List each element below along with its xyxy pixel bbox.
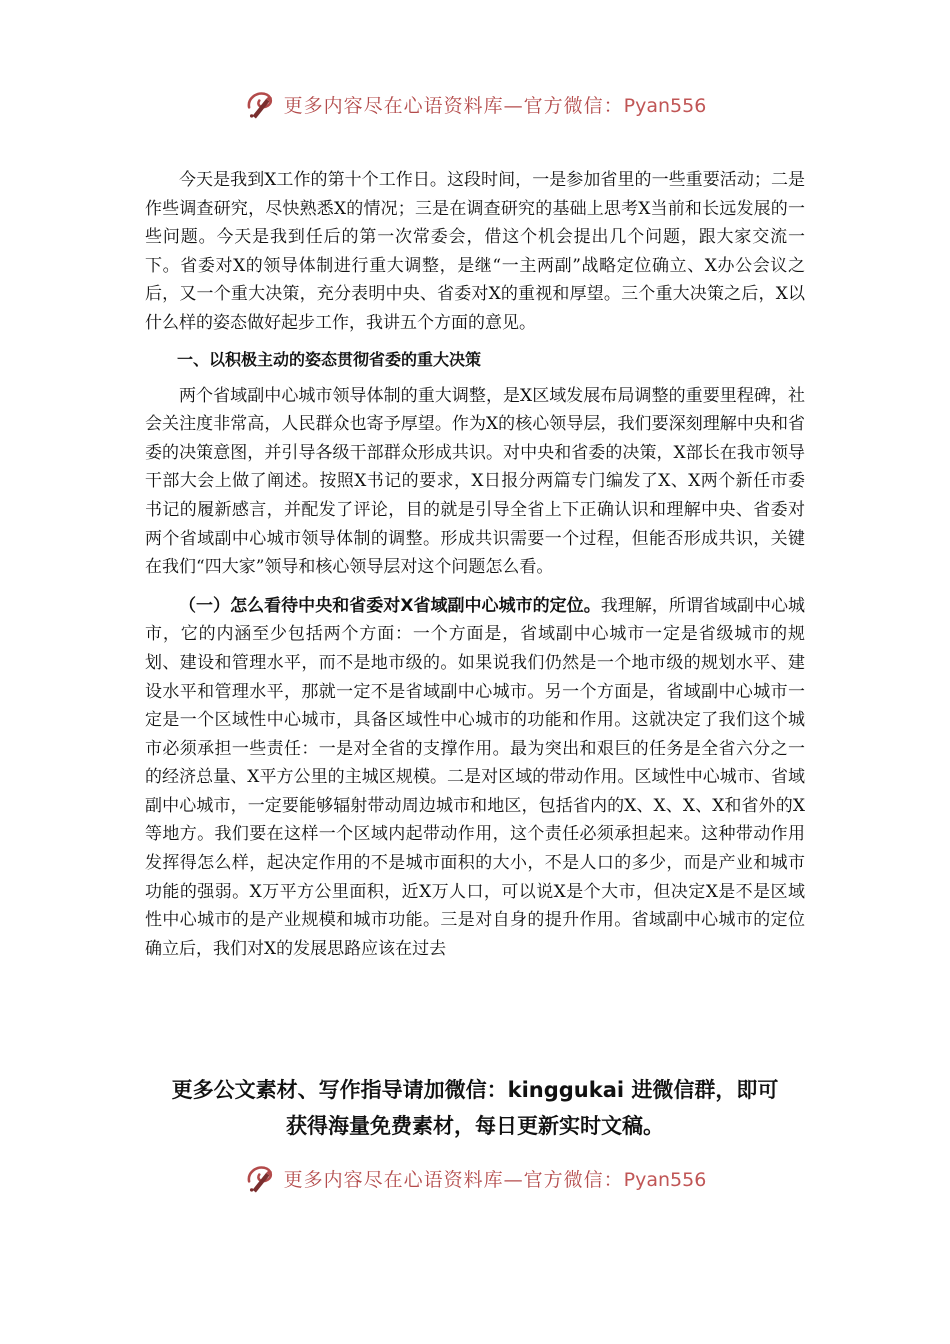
- promo-line-1: 更多公文素材、写作指导请加微信：kinggukai 进微信群，即可: [171, 1078, 779, 1102]
- section-1-paragraph: 两个省域副中心城市领导体制的重大调整，是X区域发展布局调整的重要里程碑，社会关注度非常高，人民群众也寄予厚望。作为X的核心领导层，我们要深刻理解中央和省委的决策意图，并引导各级干部群众形成共识。对中央和省委的决策，X部长在我市领导干部大会上做了阐述。按照X书记的要求，X日报分两篇专门编发了X、X两个新任市委书记的履新感言，并配发了评论，目的就是引导全省上下正确认识和理解中央、省委对两个省域副中心城市领导体制的调整。形成共识需要一个过程，但能否形成共识，关键在我们“四大家”领导和核心领导层对这个问题怎么看。: [145, 385, 805, 578]
- header-wechat-id: Pyan556: [623, 94, 707, 117]
- intro-paragraph: 今天是我到X工作的第十个工作日。这段时间，一是参加省里的一些重要活动；二是作些调查研究，尽快熟悉X的情况；三是在调查研究的基础上思考X当前和长远发展的一些问题。今天是我到任后的第一次常委会，借这个机会提出几个问题，跟大家交流一下。省委对X的领导体制进行重大调整，是继“一主两副”战略定位确立、X办公会议之后，又一个重大决策，充分表明中央、省委对X的重视和厚望。三个重大决策之后，X以什么样的姿态做好起步工作，我讲五个方面的意见。: [145, 170, 805, 333]
- promo-line-2: 获得海量免费素材，每日更新实时文稿。: [286, 1114, 664, 1138]
- section-1-heading: 一、以积极主动的姿态贯彻省委的重大决策: [177, 349, 482, 369]
- subsection-1-text: 我理解，所谓省域副中心城市，它的内涵至少包括两个方面：一个方面是，省域副中心城市一定是省级城市的规划、建设和管理水平，而不是地市级的。如果说我们仍然是一个地市级的规划水平、建设水平和管理水平，那就一定不是省域副中心城市。另一个方面是，省域副中心城市一定是一个区域性中心城市，具备区域性中心城市的功能和作用。这就决定了我们这个城市必须承担一些责任：一是对全省的支撑作用。最为突出和艰巨的任务是全省六分之一的经济总量、X平方公里的主城区规模。二是对区域的带动作用。区域性中心城市、省域副中心城市，一定要能够辐射带动周边城市和地区，包括省内的X、X、X、X和省外的X等地方。我们要在这样一个区域内起带动作用，这个责任必须承担起来。这种带动作用发挥得怎么样，起决定作用的不是城市面积的大小，不是人口的多少，而是产业和城市功能的强弱。X万平方公里面积，近X万人口，可以说X是个大市，但决定X是不是区域性中心城市的是产业规模和城市功能。三是对自身的提升作用。省域副中心城市的定位确立后，我们对X的发展思路应该在过去: [145, 595, 806, 959]
- subsection-1-heading: （一）怎么看待中央和省委对X省域副中心城市的定位。: [179, 595, 601, 616]
- promo-notice: [100, 1072, 850, 1144]
- subsection-1-paragraph: [145, 592, 805, 964]
- pen-swirl-logo-icon: [244, 1161, 278, 1195]
- document-body: [145, 166, 805, 963]
- footer-watermark-banner: [0, 1158, 950, 1198]
- footer-banner-text: 更多内容尽在心语资料库—官方微信：Pyan556: [283, 1168, 707, 1191]
- header-banner-text: 更多内容尽在心语资料库—官方微信：Pyan556: [283, 94, 707, 117]
- header-watermark-banner: [0, 84, 950, 124]
- footer-wechat-id: Pyan556: [623, 1168, 707, 1191]
- pen-swirl-logo-icon: [244, 87, 278, 121]
